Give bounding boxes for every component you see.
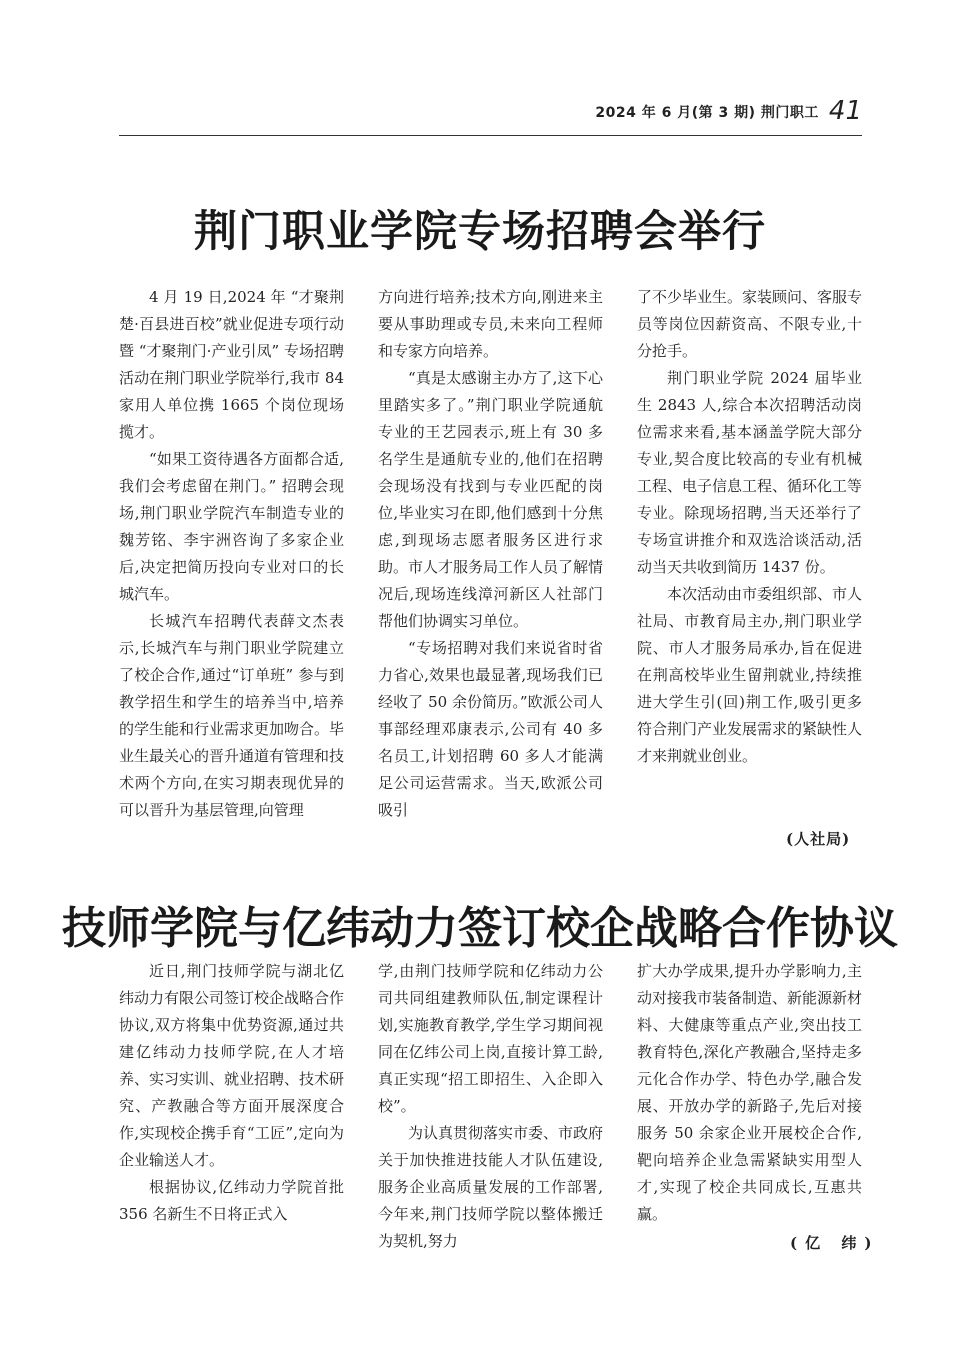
paragraph: 荆门职业学院 2024 届毕业生 2843 人,综合本次招聘活动岗位需求来看,基本涵盖学院大部分专业,契合度比较高的专业有机械工程、电子信息工程、循环化工等专业。除现场招聘,当天还举行了专场宣讲推介和双选洽谈活动,活动当天共收到简历 1437 份。 — [637, 369, 862, 576]
article1-column-2 — [378, 284, 603, 844]
article2-column-2 — [378, 958, 603, 1258]
paragraph: 了不少毕业生。家装顾问、客服专员等岗位因薪资高、不限专业,十分抢手。 — [637, 288, 862, 360]
paragraph: 扩大办学成果,提升办学影响力,主动对接我市装备制造、新能源新材料、大健康等重点产业,突出技工教育特色,深化产教融合,坚持走多元化合作办学、特色办学,融合发展、开放办学的新路子,先后对接服务 50 余家企业开展校企合作,靶向培养企业急需紧缺实用型人才,实现了校企共同成长,互惠共赢。 — [637, 962, 862, 1223]
article2-source: (亿 纬) — [790, 1234, 880, 1252]
paragraph: 方向进行培养;技术方向,刚进来主要从事助理或专员,未来向工程师和专家方向培养。 — [378, 288, 603, 360]
article1-column-3 — [637, 284, 862, 844]
article1-source: (人社局) — [786, 830, 851, 848]
page-number: 41 — [828, 96, 862, 126]
article2-title: 技师学院与亿纬动力签订校企战略合作协议 — [62, 903, 898, 954]
article1-column-1 — [119, 284, 344, 844]
paragraph: “如果工资待遇各方面都合适,我们会考虑留在荆门。” 招聘会现场,荆门职业学院汽车制造专业的魏芳铭、李宇洲咨询了多家企业后,决定把简历投向专业对口的长城汽车。 — [119, 450, 344, 603]
article2-body — [119, 958, 862, 1258]
page-header — [595, 92, 862, 126]
header-rule — [119, 135, 862, 136]
paragraph: “真是太感谢主办方了,这下心里踏实多了。”荆门职业学院通航专业的王艺园表示,班上有 30 多名学生是通航专业的,他们在招聘会现场没有找到与专业匹配的岗位,毕业实习在即,他们感到十分焦虑,到现场志愿者服务区进行求助。市人才服务局工作人员了解情况后,现场连线漳河新区人社部门帮他们协调实习单位。 — [378, 369, 603, 630]
paragraph: 长城汽车招聘代表薛文杰表示,长城汽车与荆门职业学院建立了校企合作,通过“订单班” 参与到教学招生和学生的培养当中,培养的学生能和行业需求更加吻合。毕业生最关心的晋升通道有管理和技术两个方向,在实习期表现优异的可以晋升为基层管理,向管理 — [119, 612, 344, 819]
paragraph: 4 月 19 日,2024 年 “才聚荆楚·百县进百校”就业促进专项行动暨 “才聚荆门·产业引凤” 专场招聘活动在荆门职业学院举行,我市 84 家用人单位携 1665 个岗位现场揽才。 — [119, 288, 344, 441]
paragraph: “专场招聘对我们来说省时省力省心,效果也最显著,现场我们已经收了 50 余份简历。”欧派公司人事部经理邓康表示,公司有 40 多名员工,计划招聘 60 多人才能满足公司运营需求。当天,欧派公司吸引 — [378, 639, 603, 819]
paragraph: 近日,荆门技师学院与湖北亿纬动力有限公司签订校企战略合作协议,双方将集中优势资源,通过共建亿纬动力技师学院,在人才培养、实习实训、就业招聘、技术研究、产教融合等方面开展深度合作,实现校企携手育“工匠”,定向为企业输送人才。 — [119, 962, 344, 1169]
article1-title: 荆门职业学院专场招聘会举行 — [194, 207, 766, 257]
paragraph: 学,由荆门技师学院和亿纬动力公司共同组建教师队伍,制定课程计划,实施教育教学,学生学习期间视同在亿纬公司上岗,直接计算工龄,真正实现“招工即招生、入企即入校”。 — [378, 962, 603, 1115]
paragraph: 根据协议,亿纬动力学院首批 356 名新生不日将正式入 — [119, 1178, 344, 1223]
article1-body — [119, 284, 862, 844]
issue-info: 2024 年 6 月(第 3 期) 荆门职工 — [595, 105, 819, 121]
paragraph: 为认真贯彻落实市委、市政府关于加快推进技能人才队伍建设,服务企业高质量发展的工作部署,今年来,荆门技师学院以整体搬迁为契机,努力 — [378, 1124, 603, 1250]
paragraph: 本次活动由市委组织部、市人社局、市教育局主办,荆门职业学院、市人才服务局承办,旨在促进在荆高校毕业生留荆就业,持续推进大学生引(回)荆工作,吸引更多符合荆门产业发展需求的紧缺性人才来荆就业创业。 — [637, 585, 862, 765]
article2-column-1 — [119, 958, 344, 1258]
article2-column-3 — [637, 958, 862, 1258]
